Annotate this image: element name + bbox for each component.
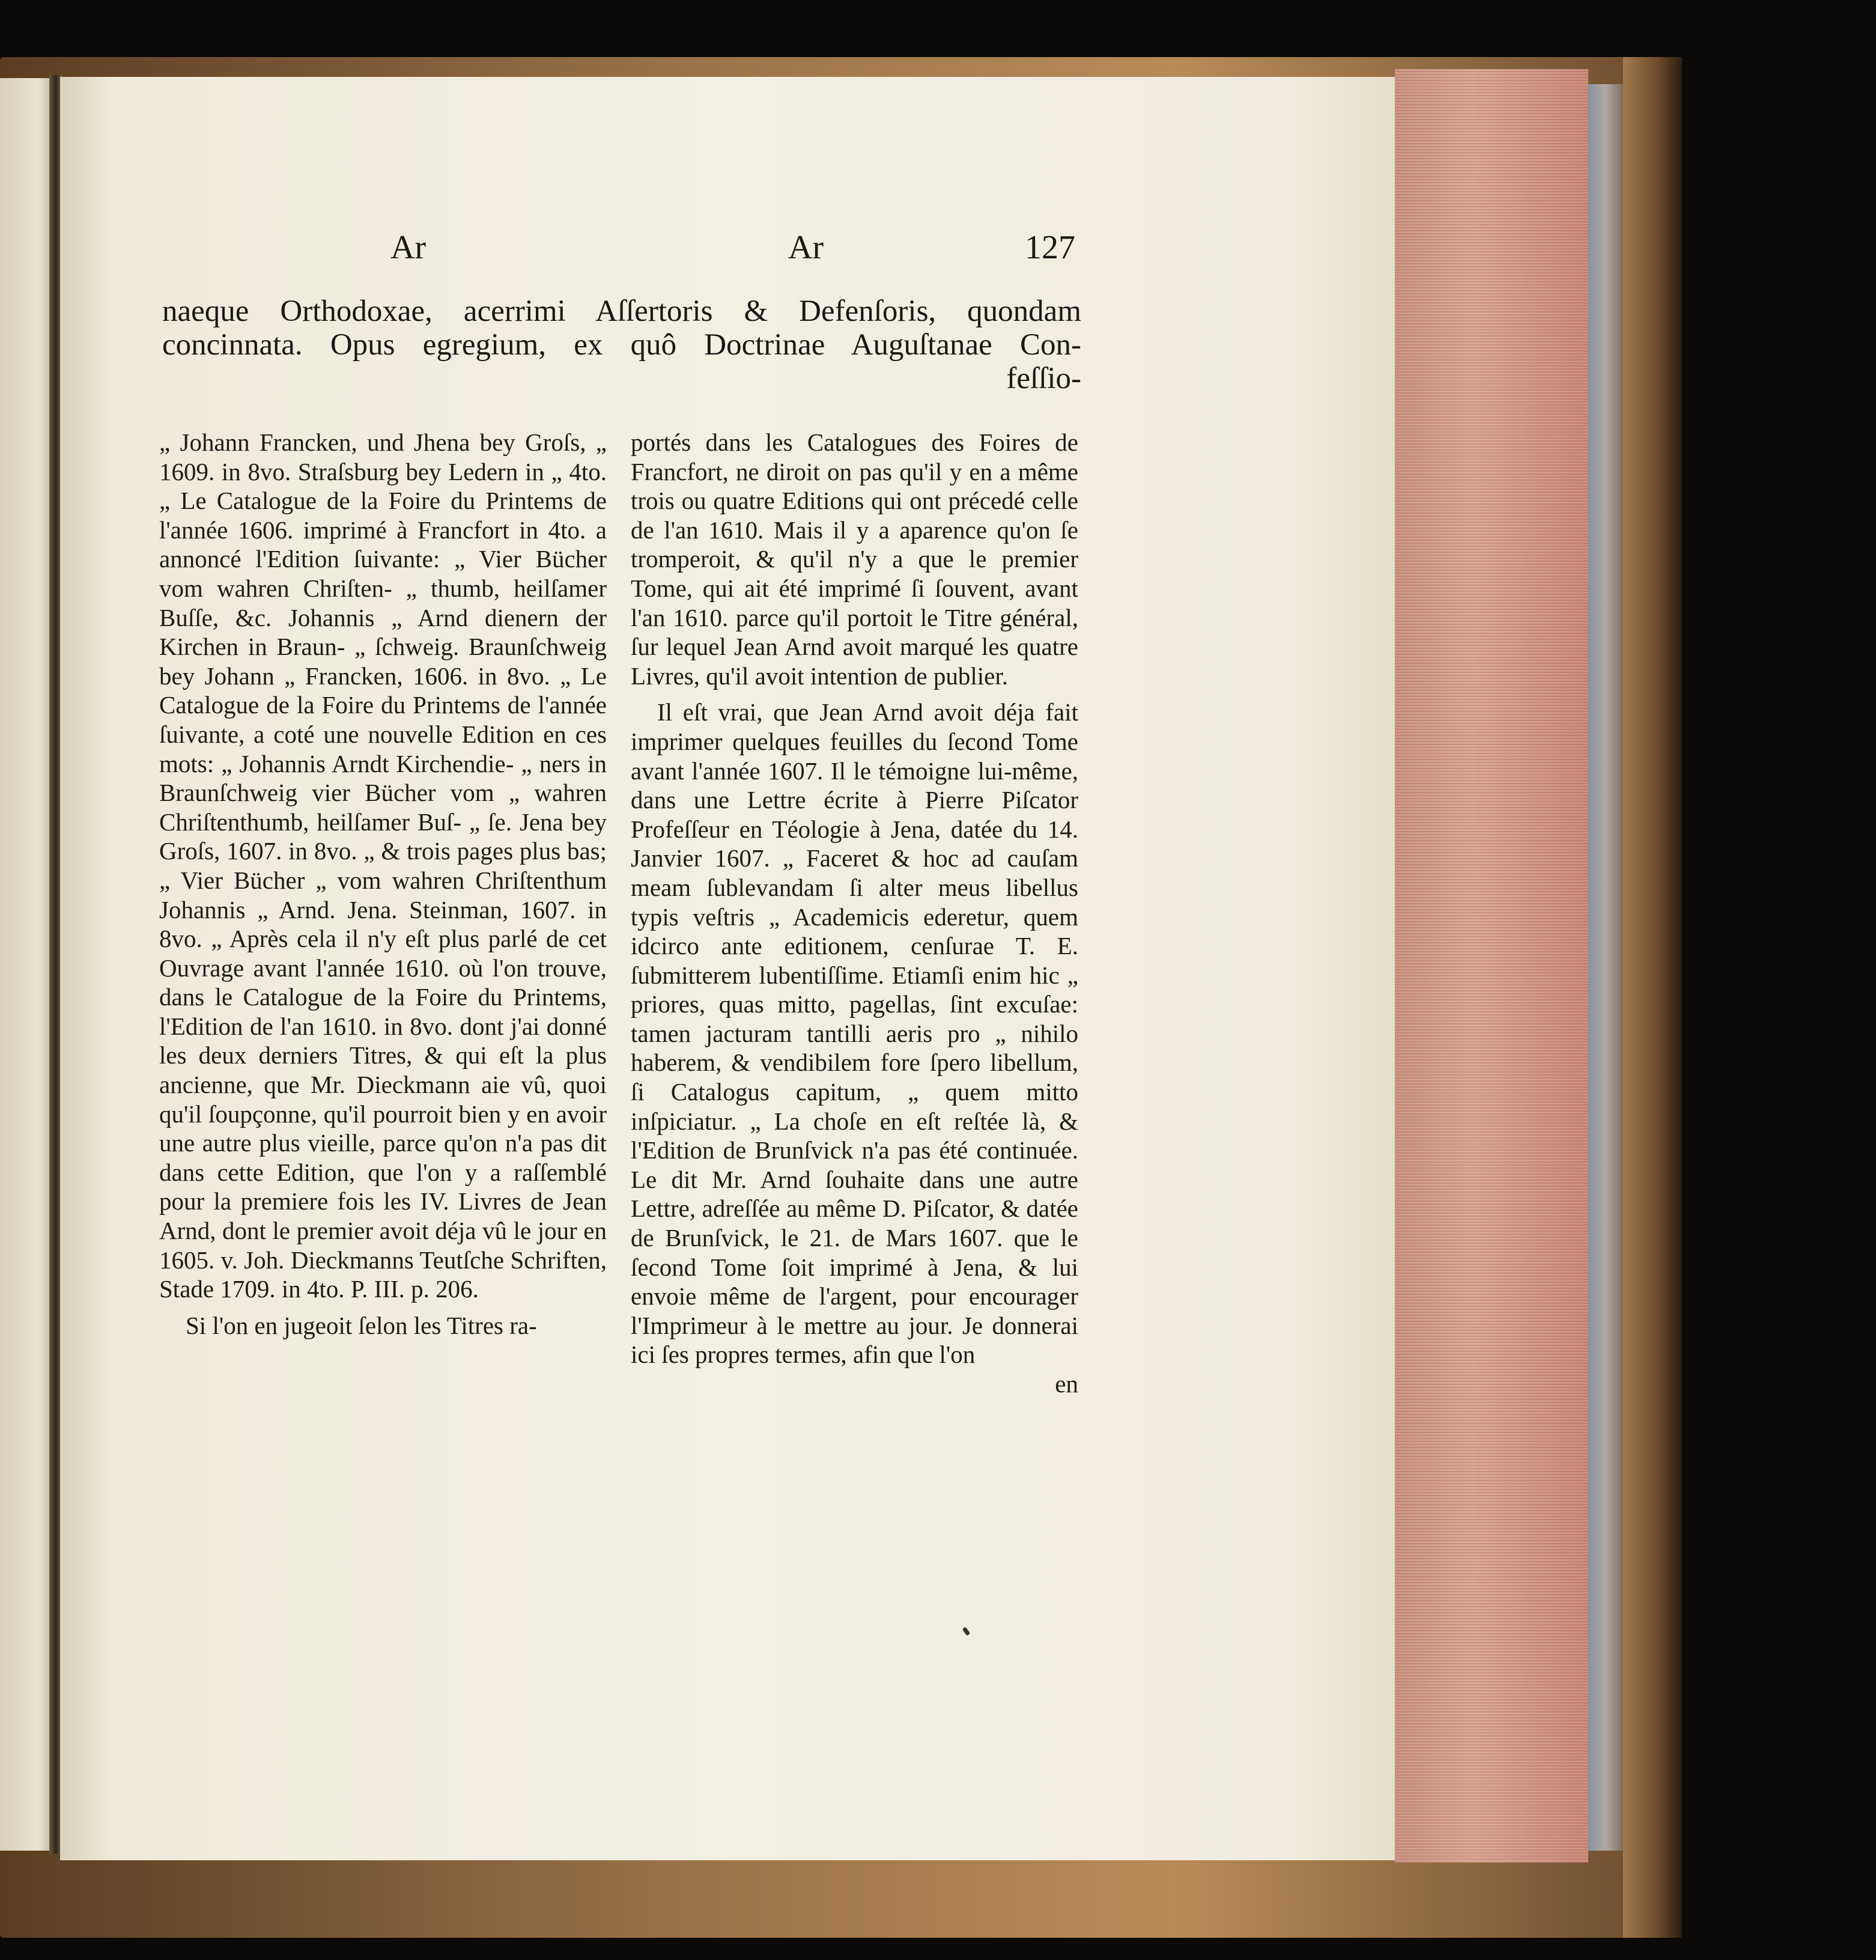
page-fore-edge xyxy=(1395,69,1588,1863)
intro-text xyxy=(162,294,1081,395)
left-page-edge xyxy=(0,78,54,1851)
running-head-left: Ar xyxy=(390,229,427,266)
intro-line-2: concinnata. Opus egregium, ex quô Doctrinae Auguſtanae Con- xyxy=(162,328,1081,362)
left-column-paragraph-1: „ Johann Francken, und Jhena bey Groſs, „ 1609. in 8vo. Straſsburg bey Ledern in „ 4to. „ Le Catalogue de la Foire du Printems de l'année 1606. imprimé à Francfort in 4to. a annoncé l'Edition ſuivante: „ Vier Bücher vom wahren Chriſten- „ thumb, heilſamer Buſſe, &c. Johannis „ Arnd dienern der Kirchen in Braun- „ ſchweig. Braunſchweig bey Johann „ Francken, 1606. in 8vo. „ Le Catalogue de la Foire du Printems de l'année ſuivante, a coté une nouvelle Edition en ces mots: „ Johannis Arndt Kirchendie- „ ners in Braunſchweig vier Bücher vom „ wahren Chriſtenthumb, heilſamer Buſ- „ ſe. Jena bey Groſs, 1607. in 8vo. „ & trois pages plus bas; „ Vier Bücher „ vom wahren Chriſtenthum Johannis „ Arnd. Jena. Steinman, 1607. in 8vo. „ Après cela il n'y eſt plus parlé de cet Ouvrage avant l'année 1610. où l'on trouve, dans le Catalogue de la Foire du Printems, l'Edition de l'an 1610. in 8vo. dont j'ai donné les deux derniers Titres, & qui eſt la plus ancienne, que Mr. Dieckmann aie vû, quoi qu'il ſoupçonne, qu'il pourroit bien y en avoir une autre plus vieille, parce qu'on n'a pas dit dans cette Edition, que l'on y a raſſemblé pour la premiere fois les IV. Livres de Jean Arnd, dont le premier avoit déja vû le jour en 1605. v. Joh. Dieckmanns Teutſche Schriften, Stade 1709. in 4to. P. III. p. 206. xyxy=(159,428,607,1303)
intro-line-3: feſſio- xyxy=(1006,362,1081,395)
right-column-paragraph-2: Il eſt vrai, que Jean Arnd avoit déja fait imprimer quelques feuilles du ſecond Tome avant l'année 1607. Il le témoigne lui-même, dans une Lettre écrite à Pierre Piſcator Profeſſeur en Téologie à Jena, datée du 14. Janvier 1607. „ Faceret & hoc ad cauſam meam ſublevandam ſi alter meus libellus typis veſtris „ Academicis ederetur, quem idcirco ante editionem, cenſurae T. E. ſubmitterem lubentiſſime. Etiamſi enim hic „ priores, quas mitto, pagellas, ſint excuſae: tamen jacturam tantilli aeris pro „ nihilo haberem, & vendibilem fore ſpero libellum, ſi Catalogus capitum, „ quem mitto inſpiciatur. „ La choſe en eſt reſtée là, & l'Edition de Brunſvick n'a pas été continuée. Le dit Mr. Arnd ſouhaite dans une autre Lettre, adreſſée au même D. Piſcator, & datée de Brunſvick, le 21. de Mars 1607. que le ſecond Tome ſoit imprimé à Jena, & lui envoie même de l'argent, pour encourager l'Imprimeur à le mettre au jour. Je donnerai ici ſes propres termes, afin que l'on xyxy=(631,698,1078,1369)
catchword: en xyxy=(1055,1370,1078,1398)
page-number: 127 xyxy=(1025,229,1075,266)
intro-line-1: naeque Orthodoxae, acerrimi Aſſertoris & Defenſoris, quondam xyxy=(162,294,1081,328)
running-head xyxy=(390,228,1075,282)
left-column-paragraph-2: Si l'on en jugeoit ſelon les Titres ra- xyxy=(186,1311,537,1339)
left-column xyxy=(159,428,607,1340)
cover-edge xyxy=(1588,84,1623,1851)
right-column-paragraph-1: portés dans les Catalogues des Foires de Francfort, ne diroit on pas qu'il y en a même trois ou quatre Editions qui ont précedé celle de l'an 1610. Mais il y a aparence qu'on ſe tromperoit, & qu'il n'y a que le premier Tome, qui ait été imprimé ſi ſouvent, avant l'an 1610. parce qu'il portoit le Titre général, ſur lequel Jean Arnd avoit marqué les quatre Livres, qu'il avoit intention de publier. xyxy=(631,428,1078,690)
running-head-center: Ar xyxy=(788,229,824,266)
binding-edge xyxy=(1623,57,1682,1938)
right-column xyxy=(631,428,1078,1399)
